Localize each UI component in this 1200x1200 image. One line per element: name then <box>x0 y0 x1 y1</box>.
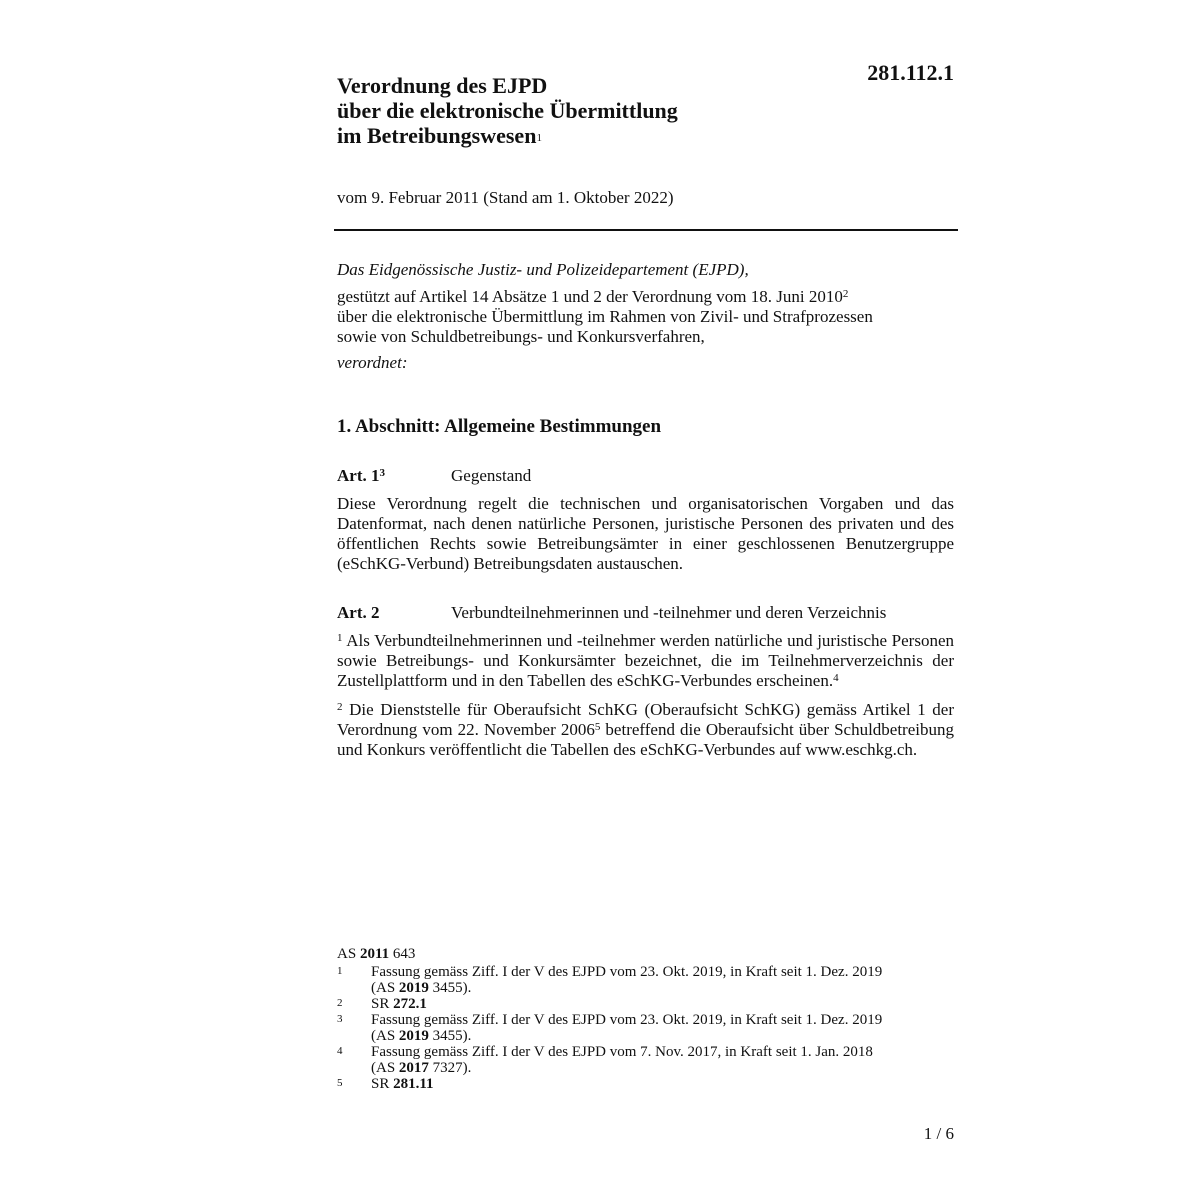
article-1-body: Diese Verordnung regelt die technischen und organisatorischen Vorgaben und das Datenformat, nach denen natürliche Personen, juristische Personen des privaten und des öffentlichen Rechts sowie Betreibungsämter in einer geschlossenen Benutzergruppe (eSchKG-Verbund) Betreibungsdaten austauschen. <box>337 494 954 573</box>
article-2-paragraph-1: $^1$ Als Verbundteilnehmerinnen und -teilnehmer werden natürliche und juristische Personen sowie Betreibungs- und Konkursämter bezeichnet, die im Teilnehmerverzeichnis der Zustellplattform und in den Tabellen des eSchKG-Verbundes erscheinen.$^4$ <box>337 631 955 690</box>
preamble-authority: Das Eidgenössische Justiz- und Polizeidepartement (EJPD), <box>337 260 749 279</box>
article-title: Gegenstand <box>451 466 532 485</box>
preamble-basis: gestützt auf Artikel 14 Absätze 1 und 2 der Verordnung vom 18. Juni 2010$^2$ über die elektronische Übermittlung im Rahmen von Zivil- und Strafprozessen sowie von Schuldbetreibungs- und Konkursverfahren, <box>337 287 873 346</box>
footnote-ref[interactable]: 5 <box>594 721 601 733</box>
article-2-heading <box>337 603 886 623</box>
sr-number: 281.112.1 <box>867 60 954 85</box>
paragraph-number: 1 <box>337 632 343 644</box>
footnote-3: 3 Fassung gemäss Ziff. I der V des EJPD vom 23. Okt. 2019, in Kraft seit 1. Dez. 2019 (AS 2019 3455). <box>337 1012 883 1044</box>
footnote-4: 4 Fassung gemäss Ziff. I der V des EJPD vom 7. Nov. 2017, in Kraft seit 1. Jan. 2018 (AS 2017 7327). <box>337 1044 873 1076</box>
article-title: Verbundteilnehmerinnen und -teilnehmer und deren Verzeichnis <box>451 603 887 622</box>
footnote-mark: 1 <box>337 965 343 977</box>
footnote-ref[interactable]: 2 <box>842 288 849 300</box>
footnote-ref[interactable]: 3 <box>379 467 385 479</box>
footnote-ref[interactable]: 1 <box>536 132 542 144</box>
as-reference: AS 2011 643 <box>337 946 416 962</box>
footnote-5: 5 SR 281.11 <box>337 1076 434 1092</box>
section-heading: 1. Abschnitt: Allgemeine Bestimmungen <box>337 416 662 437</box>
title-line: Verordnung des EJPD <box>337 73 548 98</box>
article-2-paragraph-2: $^2$ Die Dienststelle für Oberaufsicht SchKG (Oberaufsicht SchKG) gemäss Artikel 1 der Verordnung vom 22. November 2006$^5$ betreffend die Oberaufsicht über Schuldbetreibung und Konkurs veröffentlicht die Tabellen des eSchKG-Verbundes auf www.eschkg.ch. <box>337 700 955 759</box>
article-number: Art. 2 <box>337 603 380 622</box>
footnote-mark: 3 <box>337 1013 343 1025</box>
paragraph-number: 2 <box>337 701 343 713</box>
footnote-mark: 5 <box>337 1077 343 1089</box>
footnote-ref[interactable]: 4 <box>833 672 839 684</box>
preamble-verb: verordnet: <box>337 353 408 372</box>
footnote-mark: 2 <box>337 997 343 1009</box>
title-line: über die elektronische Übermittlung <box>337 98 678 123</box>
document-title <box>337 73 678 151</box>
article-1-heading <box>337 466 531 486</box>
divider <box>334 229 958 231</box>
title-line: im Betreibungswesen$^1$ <box>337 123 542 148</box>
footnote-mark: 4 <box>337 1045 343 1057</box>
footnote-2: 2 SR 272.1 <box>337 996 427 1012</box>
page-number: 1 / 6 <box>923 1124 954 1143</box>
footnote-1: 1 Fassung gemäss Ziff. I der V des EJPD vom 23. Okt. 2019, in Kraft seit 1. Dez. 2019 (AS 2019 3455). <box>337 964 883 996</box>
footnotes <box>337 946 937 1092</box>
article-number: Art. 1 <box>337 466 380 485</box>
document-date: vom 9. Februar 2011 (Stand am 1. Oktober 2022) <box>337 188 674 207</box>
